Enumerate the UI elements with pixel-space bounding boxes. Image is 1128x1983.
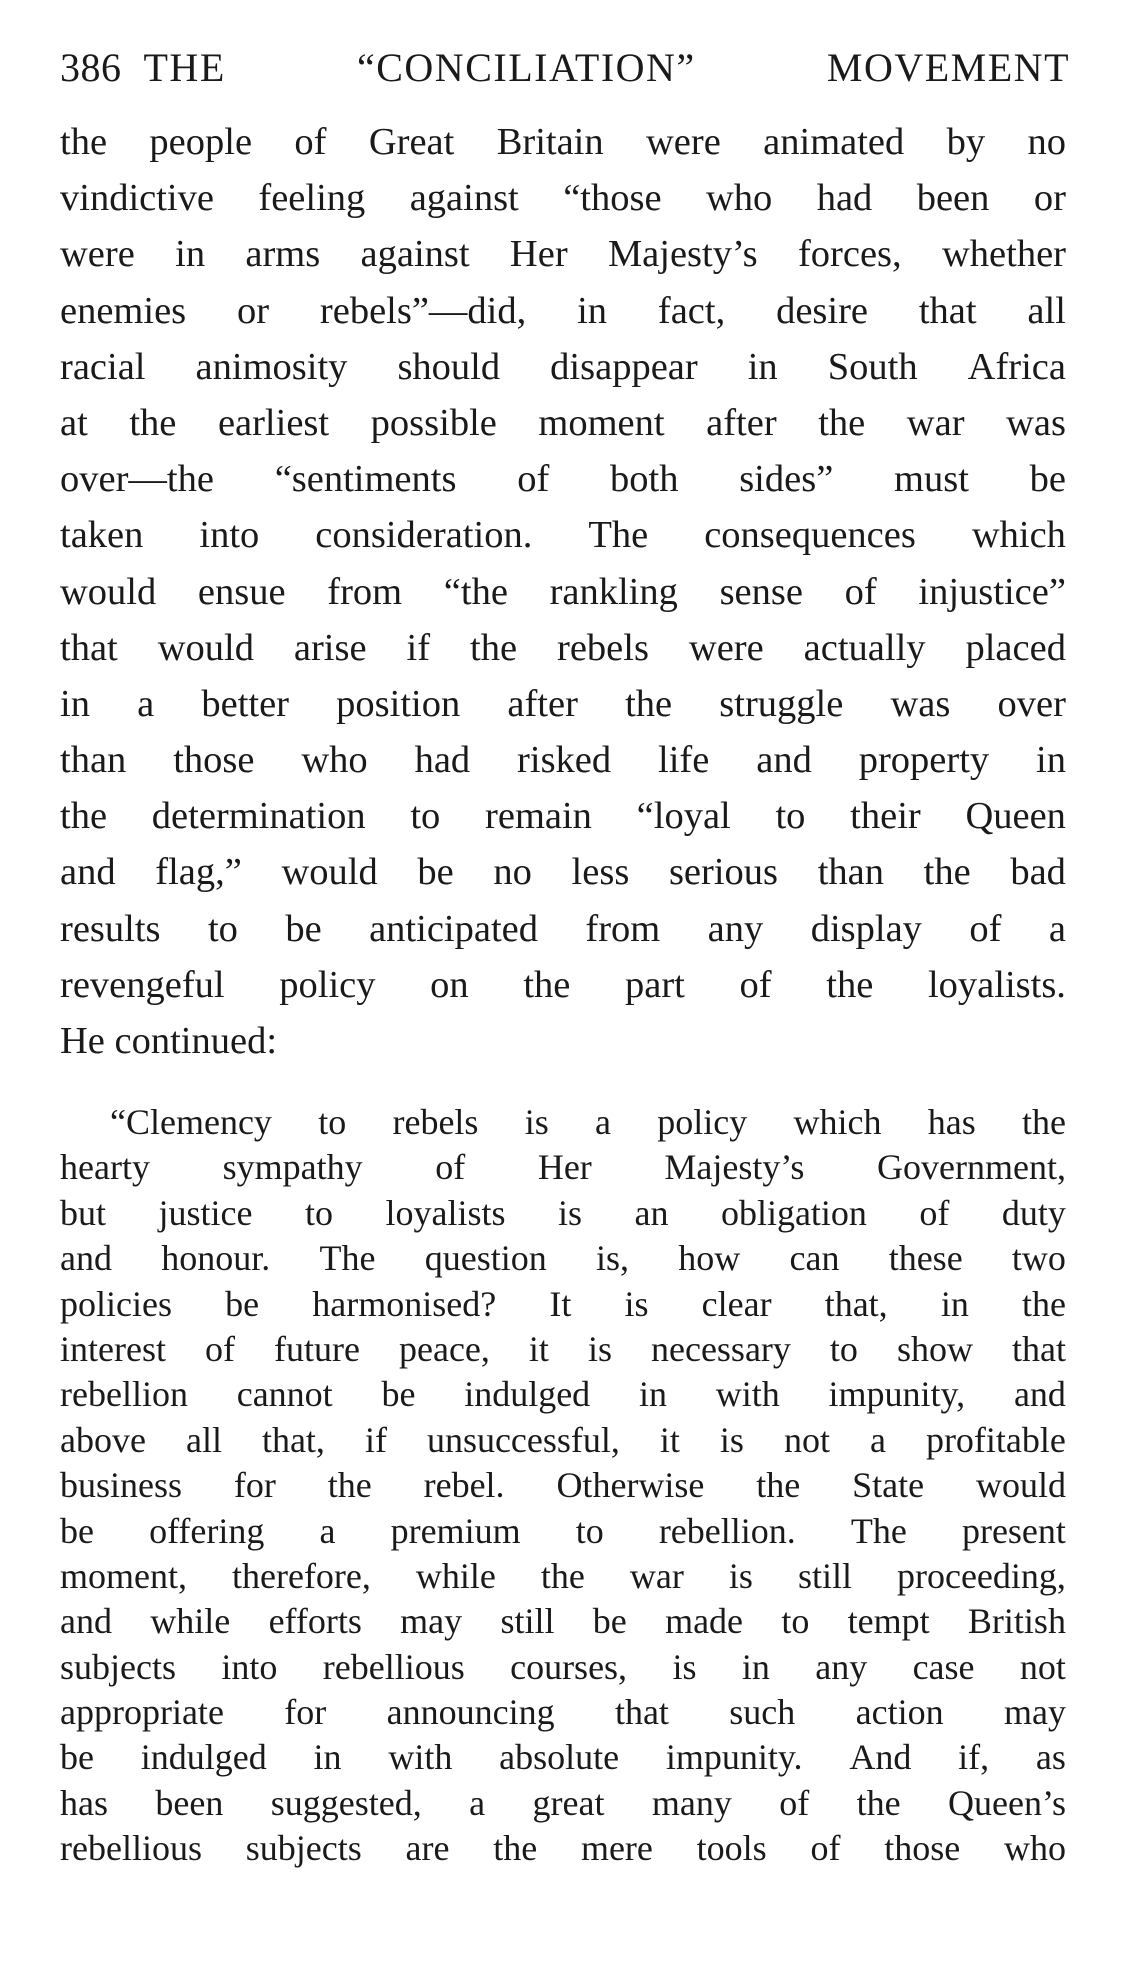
body-line: at the earliest possible moment after the war was	[60, 401, 1066, 444]
body-line: and flag,” would be no less serious than the bad	[60, 851, 1066, 894]
body-line: He continued:	[60, 1020, 278, 1062]
quote-line: and honour. The question is, how can these two	[60, 1238, 1066, 1279]
quote-line: above all that, if unsuccessful, it is not a profitable	[60, 1419, 1066, 1460]
body-line: taken into consideration. The consequences which	[60, 514, 1066, 557]
body-line: vindictive feeling against “those who had been or	[60, 177, 1066, 220]
page-number: 386	[60, 45, 122, 90]
running-title	[144, 44, 1071, 91]
body-line: that would arise if the rebels were actually placed	[60, 626, 1066, 669]
quote-line: “Clemency to rebels is a policy which has the	[110, 1102, 1066, 1142]
quote-line: hearty sympathy of Her Majesty’s Government,	[60, 1147, 1066, 1188]
quote-line: and while efforts may still be made to tempt British	[60, 1601, 1066, 1642]
body-line: racial animosity should disappear in South Africa	[60, 345, 1066, 388]
quote-line: be indulged in with absolute impunity. And if, as	[60, 1737, 1066, 1778]
body-paragraph	[60, 114, 1066, 1069]
body-line: enemies or rebels”—did, in fact, desire that all	[60, 289, 1066, 332]
quote-line: interest of future peace, it is necessary to show that	[60, 1328, 1066, 1369]
quote-line: policies be harmonised? It is clear that, in the	[60, 1283, 1066, 1324]
body-line: in a better position after the struggle was over	[60, 682, 1066, 725]
quote-line: rebellion cannot be indulged in with impunity, and	[60, 1374, 1066, 1415]
running-title-word: MOVEMENT	[826, 45, 1070, 90]
body-line: than those who had risked life and property in	[60, 739, 1066, 782]
running-head	[60, 44, 1070, 104]
body-line: were in arms against Her Majesty’s forces, whether	[60, 233, 1066, 276]
running-title-word: THE	[143, 45, 226, 90]
block-quotation	[60, 1100, 1066, 1872]
quote-line: business for the rebel. Otherwise the State would	[60, 1465, 1066, 1506]
body-line: the people of Great Britain were animated by no	[60, 121, 1066, 163]
body-line: the determination to remain “loyal to their Queen	[60, 795, 1066, 838]
quote-line: moment, therefore, while the war is still proceeding,	[60, 1555, 1066, 1596]
quote-line: be offering a premium to rebellion. The present	[60, 1510, 1066, 1551]
quote-line: subjects into rebellious courses, is in any case not	[60, 1646, 1066, 1687]
quote-line: but justice to loyalists is an obligation of duty	[60, 1192, 1066, 1233]
quote-line: has been suggested, a great many of the Queen’s	[60, 1782, 1066, 1823]
body-line: results to be anticipated from any display of a	[60, 907, 1066, 950]
body-line: revengeful policy on the part of the loyalists.	[60, 963, 1066, 1006]
quote-line: rebellious subjects are the mere tools of those who	[60, 1828, 1066, 1869]
body-line: over—the “sentiments of both sides” must be	[60, 458, 1066, 501]
body-line: would ensue from “the rankling sense of injustice”	[60, 570, 1066, 613]
quote-line: appropriate for announcing that such action may	[60, 1692, 1066, 1733]
running-title-word: “CONCILIATION”	[356, 45, 696, 90]
